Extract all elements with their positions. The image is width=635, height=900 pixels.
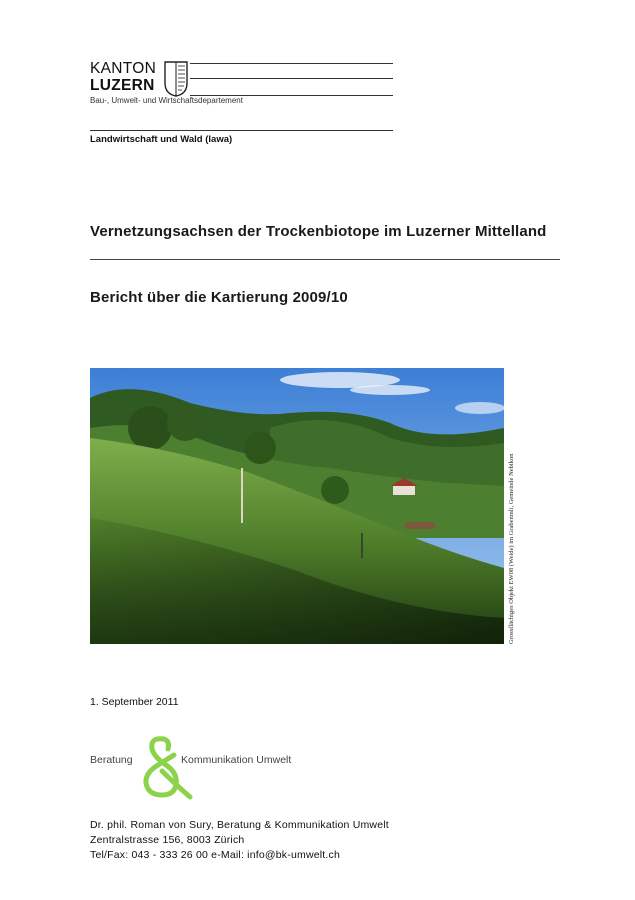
contact-line-phone-email: Tel/Fax: 043 - 333 26 00 e-Mail: info@bk-umwelt.ch bbox=[90, 849, 341, 861]
document-subtitle: Bericht über die Kartierung 2009/10 bbox=[90, 289, 348, 306]
office-name: Landwirtschaft und Wald (lawa) bbox=[90, 134, 233, 145]
canton-name-line1: KANTON bbox=[90, 60, 157, 77]
landscape-photo bbox=[90, 368, 504, 644]
letterhead-rule-3 bbox=[190, 95, 393, 96]
office-rule bbox=[90, 130, 393, 131]
document-title: Vernetzungsachsen der Trockenbiotope im Luzerner Mittelland bbox=[90, 223, 547, 240]
letterhead-rule-1 bbox=[190, 63, 393, 64]
canton-crest-icon bbox=[163, 61, 189, 97]
contact-line-name: Dr. phil. Roman von Sury, Beratung & Kommunikation Umwelt bbox=[90, 819, 389, 831]
document-date: 1. September 2011 bbox=[90, 696, 179, 708]
photo-caption: Grossflächiges Objekt EW08 (Weide) im Grabenmli, Gemeinde Nebikon bbox=[508, 453, 515, 644]
logo-text-right: Kommunikation Umwelt bbox=[181, 754, 292, 766]
department-name: Bau-, Umwelt- und Wirtschaftsdepartement bbox=[90, 96, 243, 105]
contact-line-address: Zentralstrasse 156, 8003 Zürich bbox=[90, 834, 245, 846]
letterhead-rule-2 bbox=[190, 78, 393, 79]
canton-name-line2: LUZERN bbox=[90, 77, 155, 94]
ampersand-logo-icon bbox=[134, 735, 194, 801]
logo-text-left: Beratung bbox=[90, 754, 133, 766]
title-rule bbox=[90, 259, 560, 260]
